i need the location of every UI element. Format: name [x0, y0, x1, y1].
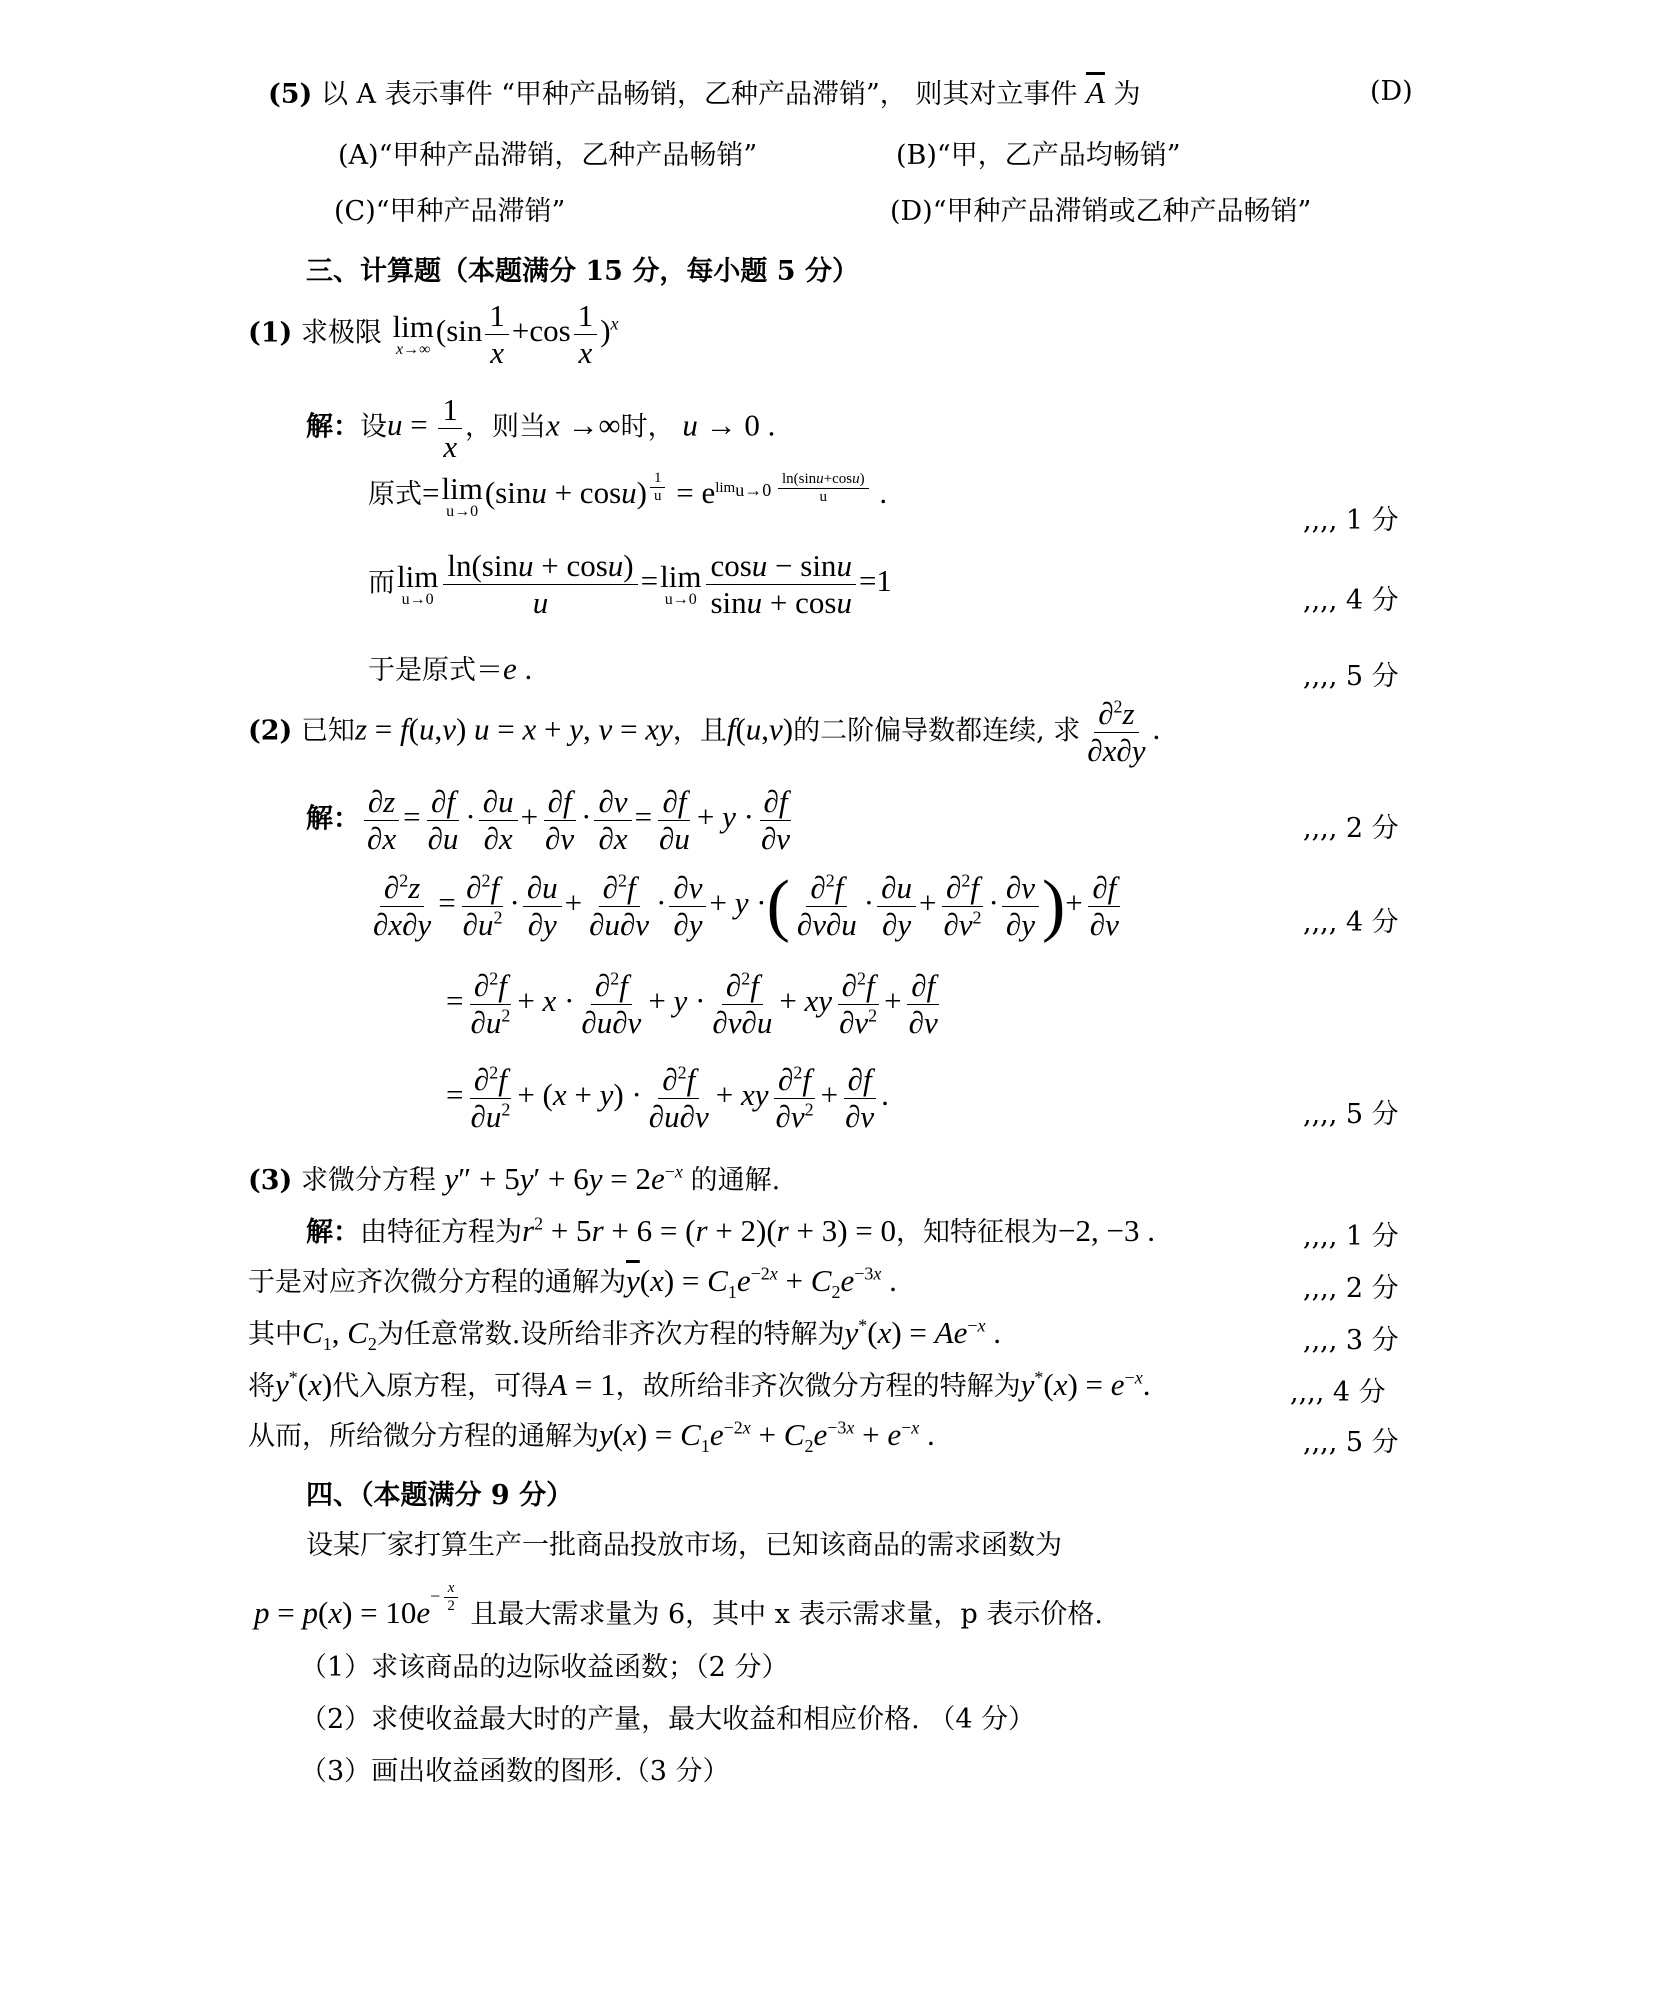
- p1-solution-line4: 于是原式＝e .: [368, 651, 533, 686]
- q5-option-c: (C)“甲种产品滞销”: [334, 196, 566, 227]
- p3-solution-line2: 于是对应齐次微分方程的通解为$\overline{y}(x) = C_1e^{-2x} + C_2e^{-3x}$ .: [248, 1263, 897, 1303]
- p2-solution-label: 解：: [306, 803, 360, 835]
- p3-points-3: ,,,, 3 分: [1303, 1325, 1399, 1356]
- section-4-intro: 设某厂家打算生产一批商品投放市场，已知该商品的需求函数为: [306, 1530, 1062, 1561]
- p2-solution-line4: = $\frac{\partial^2f}{\partial u^2}$ + (x + y) · $\frac{\partial^2f}{\partial u\partial v}$ + xy $\frac{\partial^2f}{\partial v^2}$ + $\frac{\partial f}{\partial v}$ .: [446, 1062, 889, 1134]
- q5-option-a: (A)“甲种产品滞销，乙种产品畅销”: [338, 140, 758, 171]
- p2-number: (2): [248, 715, 293, 747]
- demand-condition: 且最大需求量为 6，其中 x 表示需求量，p 表示价格.: [470, 1599, 1104, 1631]
- p1-text: 求极限: [300, 317, 382, 349]
- p3-points-4: ,,,, 4 分: [1290, 1377, 1386, 1408]
- q5-symbol: $\overline{A}$: [1085, 75, 1105, 110]
- q5-stem-tail: 为: [1113, 79, 1141, 110]
- p1-solution-label: 解：: [306, 411, 360, 443]
- q5-stem-text: 以 A 表示事件 “甲种产品畅销，乙种产品滞销”， 则其对立事件: [320, 79, 1078, 110]
- demand-formula: $p = p(x) = 10e^{- \frac{x}{2}}$: [254, 1595, 462, 1630]
- p3-points-5: ,,,, 5 分: [1303, 1427, 1399, 1458]
- p1-substitution: u = $\frac{1}{x}$: [387, 407, 465, 442]
- section-4-question-3: （3）画出收益函数的图形.（3 分）: [300, 1756, 730, 1787]
- p2-first-derivative: $\frac{\partial z}{\partial x}$ = $\frac{\partial f}{\partial u}$ · $\frac{\partial u}{\partial x}$ + $\frac{\partial f}{\partial v}$ · $\frac{\partial v}{\partial x}$ = $\frac{\partial f}{\partial u}$ + y · $\frac{\partial f}{\partial v}$: [360, 799, 797, 834]
- section-4-question-1: （1）求该商品的边际收益函数；（2 分）: [300, 1652, 789, 1683]
- p3-solution-line4: 将y*(x)代入原方程，可得A = 1，故所给非齐次微分方程的特解为$y^*(x) = e^{-x}$.: [248, 1367, 1151, 1402]
- p1-lhopital-expr: lim u→0 $\frac{\ln(\sin u + \cos u)}{u}$ = lim u→0 $\frac{\cos u - \sin u}{\sin u + \cos u}$ =1: [397, 548, 892, 620]
- p1-points-3: ,,,, 5 分: [1303, 661, 1399, 692]
- p1-points-2: ,,,, 4 分: [1303, 585, 1399, 616]
- p1-solution-line1: 解：设u = $\frac{1}{x}$ ，则当x →∞时， u → 0 .: [306, 392, 776, 464]
- p2-statement: (2) 已知z = f(u,v) u = x + y, v = xy，且f(u,v)的二阶偏导数都连续, 求 $\frac{\partial^2z}{\partial x\partial y}$ .: [248, 696, 1161, 768]
- p3-solution-line1: 解：由特征方程为$r^2 + 5r + 6 = (r + 2)(r + 3) = 0$，知特征根为−2, −3 .: [306, 1213, 1155, 1248]
- p1-solution-line2: 原式= lim u→0 (sinu + cosu) $^{\frac{1}{u}}$ = $e^{lim_{u\to 0} \frac{\ln(\sin u+\cos u)}{u}}$ .: [368, 470, 888, 520]
- p3-solution-line3: 其中$C_1$, $C_2$为任意常数.设所给非齐次方程的特解为$y^*(x) = Ae^{-x}$ .: [248, 1315, 1001, 1355]
- q5-option-b: (B)“甲，乙产品均畅销”: [896, 140, 1181, 171]
- p1-limit-expr: lim x→∞ (sin $\frac{1}{x}$ +cos $\frac{1}{x}$ )$^x$: [392, 298, 619, 370]
- p2-points-3: ,,,, 5 分: [1303, 1099, 1399, 1130]
- p2-mixed-derivative: $\frac{\partial^2z}{\partial x\partial y}$ = $\frac{\partial^2f}{\partial u^2}$ · $\frac{\partial u}{\partial y}$ + $\frac{\partial^2f}{\partial u\partial v}$ · $\frac{\partial v}{\partial y}$ + y ·( $\frac{\partial^2f}{\partial v\partial u}$ · $\frac{\partial u}{\partial y}$ + $\frac{\partial^2f}{\partial v^2}$ · $\frac{\partial v}{\partial y}$ )+ $\frac{\partial f}{\partial v}$: [373, 867, 1119, 945]
- p3-points-1: ,,,, 1 分: [1303, 1221, 1399, 1252]
- p2-solution-line2: [366, 867, 1126, 945]
- p2-points-1: ,,,, 2 分: [1303, 813, 1399, 844]
- p2-solution-line3: = $\frac{\partial^2f}{\partial u^2}$ + x · $\frac{\partial^2f}{\partial u\partial v}$ + y · $\frac{\partial^2f}{\partial v\partial u}$ + xy $\frac{\partial^2f}{\partial v^2}$ + $\frac{\partial f}{\partial v}$: [446, 968, 938, 1040]
- p1-solution-line3: 而 lim u→0 $\frac{\ln(\sin u + \cos u)}{u}$ = lim u→0 $\frac{\cos u - \sin u}{\sin u + \cos u}$ =1: [368, 548, 892, 620]
- p1-statement: [248, 298, 619, 370]
- p3-number: (3): [248, 1165, 293, 1196]
- p3-points-2: ,,,, 2 分: [1303, 1273, 1399, 1304]
- q5-option-d: (D)“甲种产品滞销或乙种产品畅销”: [890, 196, 1312, 227]
- q5-answer: (D): [1370, 76, 1413, 107]
- p3-statement: (3) 求微分方程 $y'' + 5y' + 6y = 2e^{-x}$ 的通解.: [248, 1161, 781, 1196]
- section-3-heading: 三、计算题（本题满分 15 分，每小题 5 分）: [306, 256, 859, 287]
- q5-stem: [268, 74, 1141, 111]
- p2-solution-line1: [306, 784, 797, 856]
- p3-solution-line5: 从而，所给微分方程的通解为$y(x) = C_1e^{-2x} + C_2e^{-3x} + e^{-x}$ .: [248, 1417, 935, 1457]
- section-4-demand-function: [254, 1580, 1104, 1632]
- p1-points-1: ,,,, 1 分: [1303, 505, 1399, 536]
- section-4-heading: 四、（本题满分 9 分）: [306, 1480, 574, 1511]
- p3-solution-label: 解：: [306, 1217, 360, 1248]
- p1-number: (1): [248, 317, 293, 349]
- p2-points-2: ,,,, 4 分: [1303, 907, 1399, 938]
- q5-number: (5): [268, 79, 313, 110]
- p1-original-expr: = lim u→0 (sinu + cosu) $^{\frac{1}{u}}$ = $e^{lim_{u\to 0} \frac{\ln(\sin u+\cos u)}{u}}$ .: [422, 470, 888, 520]
- section-4-question-2: （2）求使收益最大时的产量，最大收益和相应价格. （4 分）: [300, 1704, 1036, 1735]
